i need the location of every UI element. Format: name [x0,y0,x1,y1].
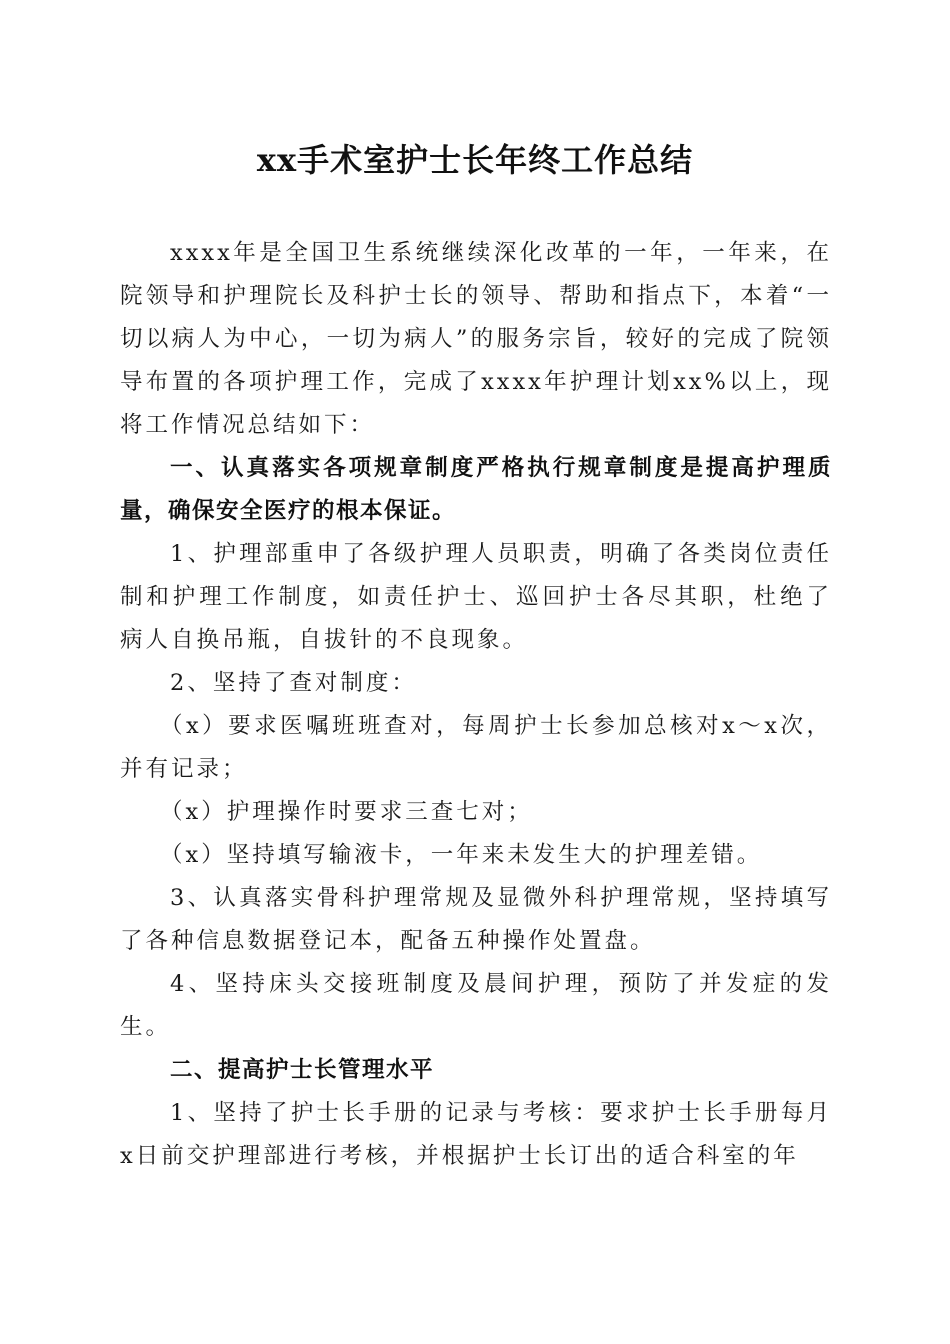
paragraph-item-5: 1、坚持了护士长手册的记录与考核：要求护士长手册每月x日前交护理部进行考核，并根据护士长订出的适合科室的年 [120,1100,832,1169]
section-heading-2: 二、提高护士长管理水平 [170,1057,435,1083]
sub-item-2: （x）护理操作时要求三查七对； [160,799,533,825]
intro-paragraph: xxxx年是全国卫生系统继续深化改革的一年，一年来，在院领导和护理院长及科护士长的领导、帮助和指点下，本着“一切以病人为中心，一切为病人”的服务宗旨，较好的完成了院领导布置的各项护理工作，完成了xxxx年护理计划xx%以上，现将工作情况总结如下： [120,240,832,438]
sub-item-3: （x）坚持填写输液卡，一年来未发生大的护理差错。 [160,842,763,868]
document-body [120,232,832,1178]
paragraph-item-2: 2、坚持了查对制度： [170,670,417,696]
document-title: xx手术室护士长年终工作总结 [256,141,694,179]
paragraph-item-4: 4、坚持床头交接班制度及晨间护理，预防了并发症的发生。 [120,971,832,1040]
paragraph-item-3: 3、认真落实骨科护理常规及显微外科护理常规，坚持填写了各种信息数据登记本，配备五种操作处置盘。 [120,885,832,954]
section-heading-1: 一、认真落实各项规章制度严格执行规章制度是提高护理质量，确保安全医疗的根本保证。 [120,455,832,524]
sub-item-1: （x）要求医嘱班班查对，每周护士长参加总核对x～x次，并有记录； [120,713,832,782]
paragraph-item-1: 1、护理部重申了各级护理人员职责，明确了各类岗位责任制和护理工作制度，如责任护士、巡回护士各尽其职，杜绝了病人自换吊瓶，自拔针的不良现象。 [120,541,832,653]
